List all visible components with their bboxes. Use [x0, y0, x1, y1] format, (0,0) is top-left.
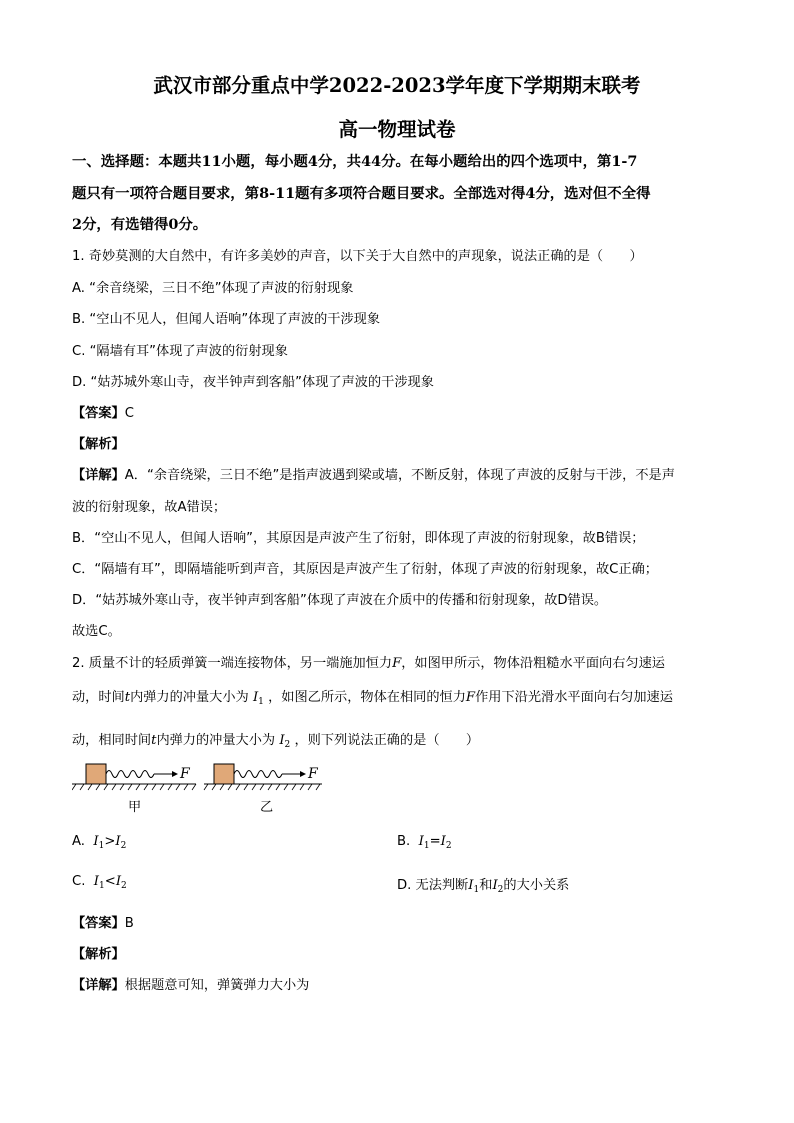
var-I: I: [492, 878, 498, 893]
q1-option-b: B. “空山不见人，但闻人语响”体现了声波的干涉现象: [72, 312, 381, 327]
figure-a-label: 甲: [128, 800, 142, 815]
fig-b-force-label: F: [308, 766, 318, 782]
sub-2: 2: [284, 740, 291, 750]
q1-detail-line-1: [72, 464, 675, 483]
detail-tag: 【详解】: [72, 978, 125, 993]
detail-tag: 【详解】: [72, 468, 125, 483]
q2-text: 2. 质量不计的轻质弹簧一端连接物体，另一端施加恒力: [72, 656, 393, 671]
q1-detail-line-6: 故选C。: [72, 624, 121, 639]
ground-hatching: [204, 784, 320, 790]
q2-text: ，如图乙所示，物体在相同的恒力: [268, 690, 466, 705]
sub-1: 1: [99, 881, 105, 891]
q2-option-d: [397, 874, 569, 893]
q1-option-d: D. “姑苏城外寒山寺，夜半钟声到客船”体现了声波的干涉现象: [72, 375, 434, 390]
option-prefix: C.: [72, 874, 86, 889]
option-text: 的大小关系: [503, 878, 570, 893]
answer-tag: 【答案】: [72, 916, 125, 931]
sub-1: 1: [258, 697, 264, 707]
q2-stem-line-2: [72, 686, 673, 705]
spring-icon: [106, 771, 154, 778]
q2-text: 动，时间: [72, 690, 125, 705]
sub-2: 2: [121, 881, 127, 891]
q1-analysis-tag: 【解析】: [72, 437, 125, 452]
sub-2: 2: [445, 841, 452, 851]
block: [214, 764, 234, 784]
operator: <: [104, 874, 116, 889]
fig-a-force-label: F: [180, 766, 190, 782]
answer-tag: 【答案】: [72, 406, 125, 421]
operator: =: [429, 834, 441, 849]
option-text: 和: [479, 878, 493, 893]
q2-text: 内弹力的冲量大小为: [156, 733, 276, 748]
var-I: I: [279, 733, 285, 748]
q2-answer: [72, 912, 134, 931]
var-I: I: [115, 874, 122, 889]
page-title: 武汉市部分重点中学2022-2023学年度下学期期末联考: [153, 74, 641, 97]
option-prefix: B.: [397, 834, 411, 849]
q2-option-b: [397, 834, 452, 849]
var-I: I: [93, 874, 100, 889]
q1-stem: 1. 奇妙莫测的大自然中，有许多美妙的声音，以下关于大自然中的声现象，说法正确的是（ ）: [72, 249, 643, 264]
q1-detail-line-2: 波的衍射现象，故A错误；: [72, 500, 227, 515]
answer-value: C: [124, 406, 134, 421]
section-heading-line-1: 一、选择题：本题共11小题，每小题4分，共44分。在每小题给出的四个选项中，第1-7: [72, 153, 638, 170]
option-prefix: A.: [72, 834, 85, 849]
var-I: I: [440, 834, 446, 849]
figure-b-label: 乙: [260, 800, 274, 815]
var-F: F: [392, 656, 402, 671]
spring-icon: [234, 771, 282, 778]
q2-text: 作用下沿光滑水平面向右匀加速运: [475, 690, 673, 705]
sub-1: 1: [473, 885, 480, 895]
var-I: I: [418, 834, 424, 849]
var-I: I: [115, 834, 121, 849]
var-I: I: [93, 834, 99, 849]
sub-1: 1: [98, 841, 105, 851]
page-subtitle: 高一物理试卷: [338, 118, 456, 141]
sub-2: 2: [120, 841, 127, 851]
block: [86, 764, 106, 784]
q2-text: ，如图甲所示，物体沿粗糙水平面向右匀速运: [401, 656, 665, 671]
sub-1: 1: [423, 841, 430, 851]
var-F: F: [465, 690, 476, 705]
q1-option-c: C. “隔墙有耳”体现了声波的衍射现象: [72, 344, 288, 359]
q1-detail-line-4: C．“隔墙有耳”，即隔墙能听到声音，其原因是声波产生了衍射，体现了声波的衍射现象，故C正确；: [72, 562, 658, 577]
q1-answer: [72, 402, 134, 421]
q2-option-c: [72, 874, 127, 889]
q2-text: ，则下列说法正确的是（ ）: [294, 733, 480, 748]
section-heading-line-2: 题只有一项符合题目要求，第8-11题有多项符合题目要求。全部选对得4分，选对但不全得: [72, 185, 651, 202]
q2-analysis-tag: 【解析】: [72, 947, 125, 962]
detail-text: A．“余音绕梁，三日不绝”是指声波遇到梁或墙，不断反射，体现了声波的反射与干涉，不是声: [124, 468, 675, 483]
q1-detail-line-5: D．“姑苏城外寒山寺，夜半钟声到客船”体现了声波在介质中的传播和衍射现象，故D错误。: [72, 593, 608, 608]
var-t: t: [124, 690, 131, 705]
arrow-head-icon: [172, 771, 178, 777]
option-prefix: D. 无法判断: [397, 878, 469, 893]
sub-2: 2: [497, 885, 504, 895]
q2-text: 内弹力的冲量大小为: [130, 690, 249, 705]
answer-value: B: [124, 916, 134, 931]
q2-stem-line-3: [72, 729, 479, 748]
operator: >: [104, 834, 116, 849]
ground-hatching: [72, 784, 196, 790]
var-t: t: [151, 733, 157, 748]
q2-option-a: [72, 834, 126, 849]
var-I: I: [252, 690, 259, 705]
q2-detail: [72, 974, 309, 993]
arrow-head-icon: [300, 771, 306, 777]
q2-stem-line-1: [72, 652, 665, 671]
q2-text: 动，相同时间: [72, 733, 152, 748]
q1-option-a: A. “余音绕梁，三日不绝”体现了声波的衍射现象: [72, 281, 354, 296]
section-heading-line-3: 2分，有选错得0分。: [72, 216, 208, 233]
detail-text: 根据题意可知，弹簧弹力大小为: [124, 978, 310, 993]
var-I: I: [468, 878, 474, 893]
q1-detail-line-3: B．“空山不见人，但闻人语响”，其原因是声波产生了衍射，即体现了声波的衍射现象，故B错误；: [72, 531, 645, 546]
